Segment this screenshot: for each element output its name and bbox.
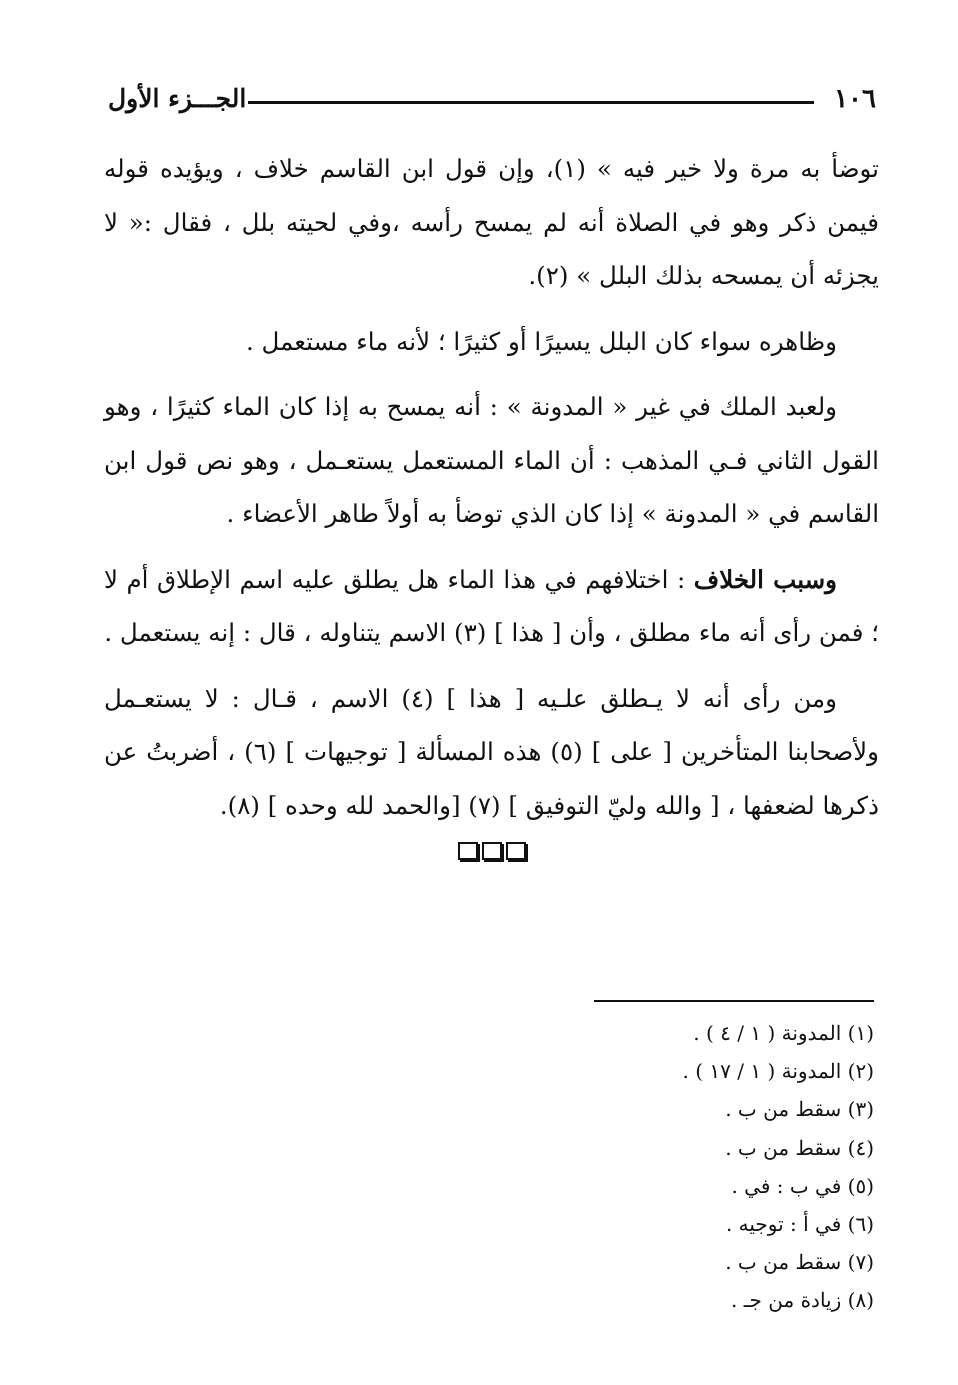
ornament-square xyxy=(482,842,502,860)
footnote-5: (٥) في ب : في . xyxy=(731,1173,874,1198)
page-header xyxy=(108,84,876,124)
main-text xyxy=(104,142,879,844)
paragraph-4-heading: وسبب الخلاف xyxy=(693,564,837,594)
running-title: الجـــزء الأول xyxy=(108,84,247,113)
paragraph-2: وظاهره سواء كان البلل يسيرًا أو كثيرًا ؛ لأنه ماء مستعمل . xyxy=(245,326,837,356)
footnote-rule xyxy=(594,1000,874,1002)
footnote-2: (٢) المدونة ( ١ / ١٧ ) . xyxy=(682,1059,874,1084)
paragraph-4 xyxy=(104,553,879,660)
ornament-square xyxy=(458,842,478,860)
paragraph-3: ولعبد الملك في غير « المدونة » : أنه يمسح به إذا كان الماء كثيرًا ، وهو القول الثاني فـي المذهب : أن الماء المستعمل يستعـمل ، وهو نص قول ابن القاسم في « المدونة » إذا كان الذي توضأ به أولاً طاهر الأعضاء . xyxy=(104,392,879,528)
footnotes xyxy=(474,1014,874,1320)
page-number: ١٠٦ xyxy=(834,84,876,114)
footnote-7: (٧) سقط من ب . xyxy=(725,1250,874,1275)
paragraph-5: ومن رأى أنه لا يـطلق علـيه [ هذا ] (٤) الاسم ، قـال : لا يستعـمل ولأصحابنا المتأخرين [ على ] (٥) هذه المسألة [ توجيهات ] (٦) ، أضربتُ عن ذكرها لضعفها ، [ والله وليّ التوفيق ] (٧) [والحمد لله وحده ] (٨). xyxy=(104,683,879,820)
footnote-4: (٤) سقط من ب . xyxy=(725,1135,874,1160)
footnote-8: (٨) زيادة من جـ . xyxy=(730,1288,874,1313)
ornament-square xyxy=(506,842,526,860)
paragraph-1: توضأ به مرة ولا خير فيه » (١)، وإن قول ابن القاسم خلاف ، ويؤيده قوله فيمن ذكر وهو في الصلاة أنه لم يمسح رأسه ،وفي لحيته بلل ، فقال :« لا يجزئه أن يمسحه بذلك البلل » (٢). xyxy=(104,154,879,290)
header-rule xyxy=(248,101,814,104)
footnote-6: (٦) في أ : توجيه . xyxy=(725,1212,874,1237)
section-end-ornament xyxy=(458,842,530,864)
footnote-3: (٣) سقط من ب . xyxy=(725,1097,874,1122)
footnote-1: (١) المدونة ( ١ / ٤ ) . xyxy=(693,1021,874,1045)
paragraph-4-text: : اختلافهم في هذا الماء هل يطلق عليه اسم الإطلاق أم لا ؛ فمن رأى أنه ماء مطلق ، وأن [ هذا ] (٣) الاسم يتناوله ، قال : إنه يستعمل . xyxy=(104,564,879,647)
